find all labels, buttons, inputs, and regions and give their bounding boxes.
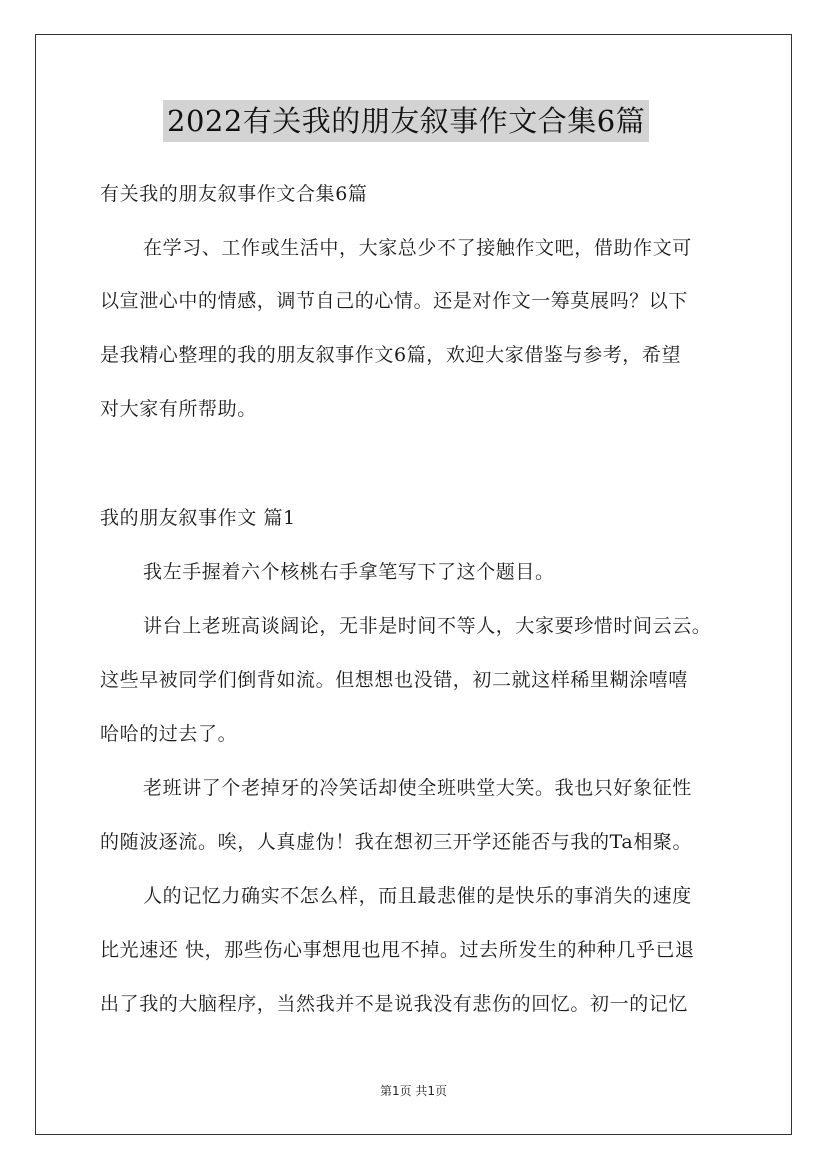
body-line: 的随波逐流。唉，人真虚伪！我在想初三开学还能否与我的Ta相聚。: [100, 831, 693, 853]
page-number-footer: 第1页 共1页: [379, 1084, 448, 1098]
document-subtitle: 有关我的朋友叙事作文合集6篇: [100, 183, 368, 205]
intro-line: 在学习、工作或生活中，大家总少不了接触作文吧，借助作文可: [143, 237, 692, 259]
body-line: 我左手握着六个核桃右手拿笔写下了这个题目。: [143, 561, 555, 583]
section-heading: 我的朋友叙事作文 篇1: [100, 507, 296, 529]
body-line: 哈哈的过去了。: [100, 723, 238, 745]
body-line: 出了我的大脑程序，当然我并不是说我没有悲伤的回忆。初一的记忆: [100, 993, 689, 1015]
body-line: 比光速还 快，那些伤心事想甩也甩不掉。过去所发生的种种几乎已退: [100, 939, 695, 961]
body-line: 老班讲了个老掉牙的冷笑话却使全班哄堂大笑。我也只好象征性: [143, 777, 692, 799]
document-title: 2022有关我的朋友叙事作文合集6篇: [163, 100, 649, 142]
body-line: 这些早被同学们倒背如流。但想想也没错，初二就这样稀里糊涂嘻嘻: [100, 669, 689, 691]
intro-line: 以宣泄心中的情感，调节自己的心情。还是对作文一筹莫展吗？以下: [100, 290, 689, 312]
intro-line: 对大家有所帮助。: [100, 398, 257, 420]
body-line: 人的记忆力确实不怎么样，而且最悲催的是快乐的事消失的速度: [143, 885, 692, 907]
intro-line: 是我精心整理的我的朋友叙事作文6篇，欢迎大家借鉴与参考，希望: [100, 344, 682, 366]
body-line: 讲台上老班高谈阔论，无非是时间不等人，大家要珍惜时间云云。: [143, 615, 712, 637]
